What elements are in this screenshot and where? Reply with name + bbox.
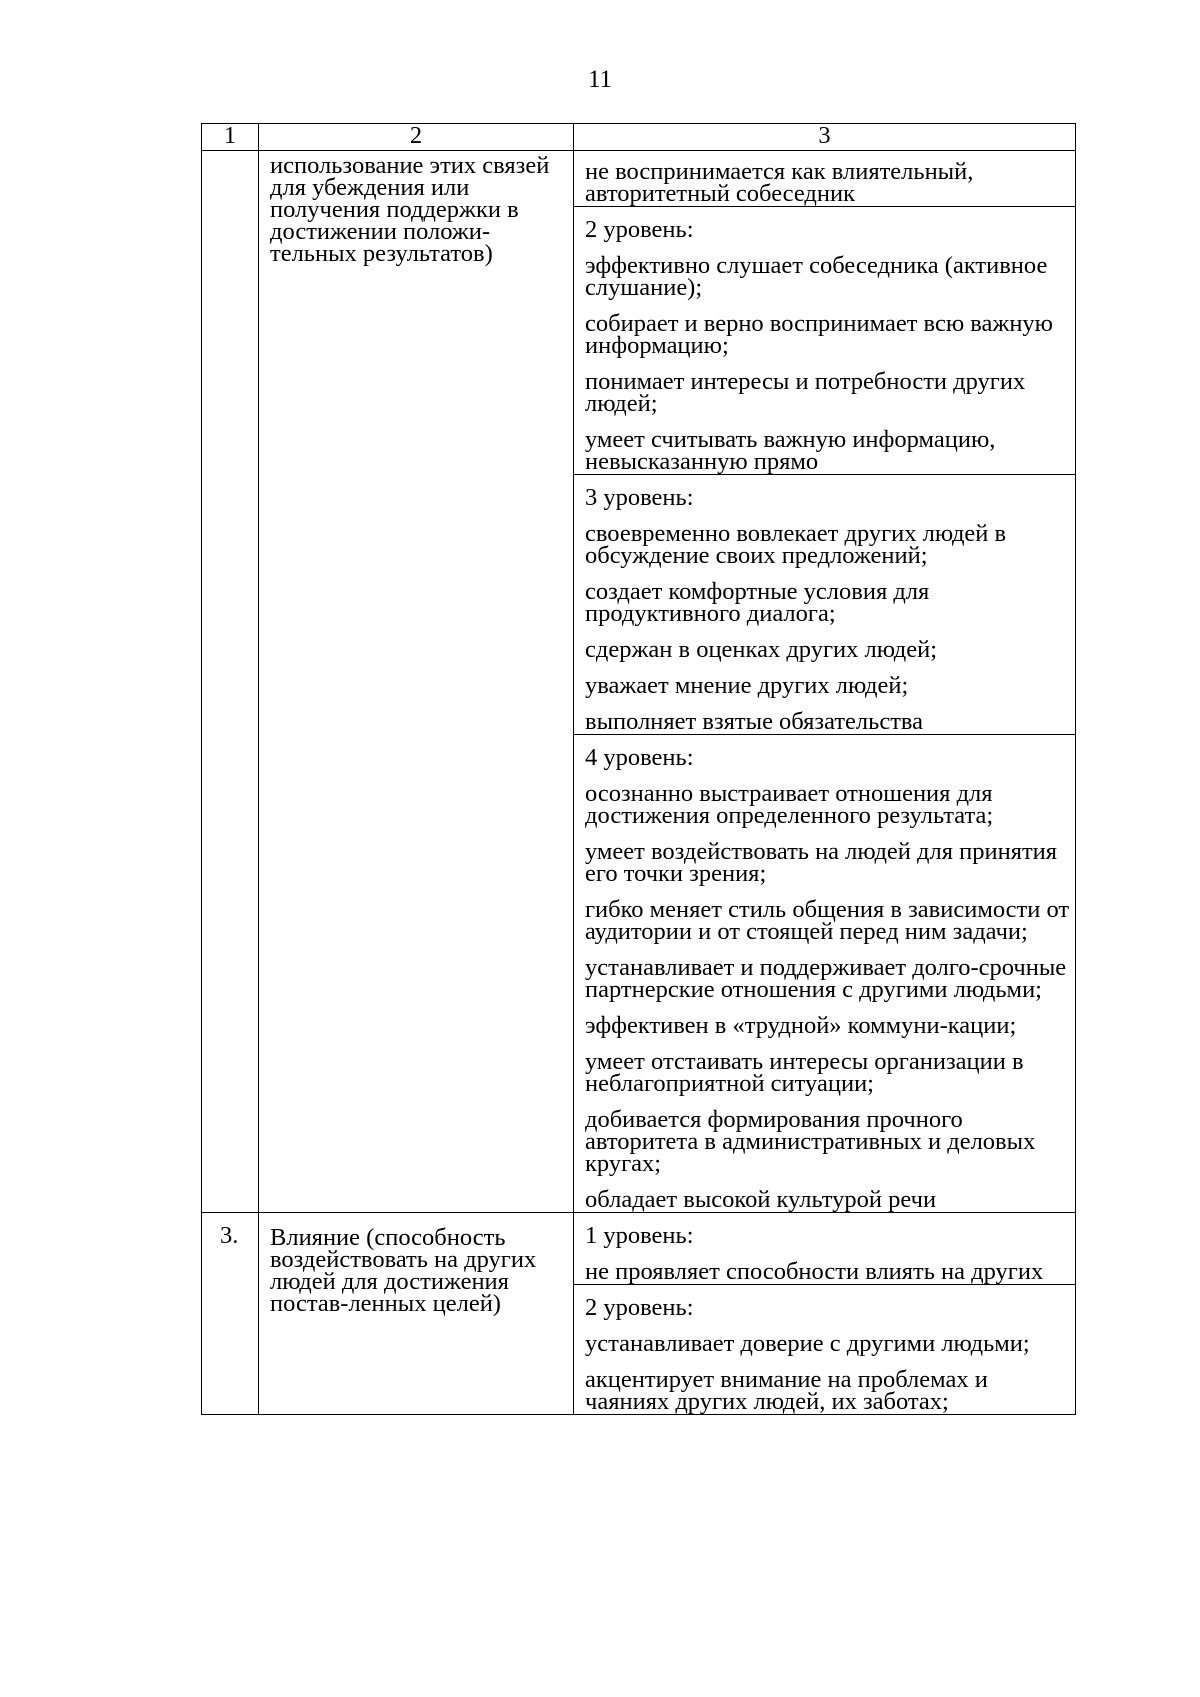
level-block	[574, 1213, 1076, 1285]
list-item: понимает интересы и потребности других людей;	[585, 368, 1026, 417]
list-item: создает комфортные условия для продуктивного диалога;	[585, 578, 930, 627]
level-heading: 4 уровень:	[585, 744, 694, 771]
header-col-2: 2	[259, 124, 574, 151]
page-number: 11	[587, 66, 613, 93]
list-item: устанавливает доверие с другими людьми;	[585, 1330, 1030, 1357]
list-item: уважает мнение других людей;	[585, 672, 909, 699]
list-item: умеет считывать важную информацию, невысказанную прямо	[585, 426, 996, 475]
level-block	[574, 1285, 1076, 1415]
list-item: акцентирует внимание на проблемах и чаяниях других людей, их заботах;	[585, 1366, 988, 1415]
row-number: 3.	[202, 1213, 259, 1415]
level-block	[574, 207, 1076, 475]
list-item: эффективно слушает собеседника (активное слушание);	[585, 252, 1048, 301]
table-header-row	[202, 124, 1076, 151]
list-item: собирает и верно воспринимает всю важную информацию;	[585, 310, 1053, 359]
table-row	[202, 151, 1076, 207]
list-item: выполняет взятые обязательства	[585, 708, 924, 735]
competency-table	[201, 123, 1076, 1415]
header-col-3: 3	[574, 124, 1076, 151]
list-item: добивается формирования прочного авторитета в административных и деловых кругах;	[585, 1106, 1036, 1177]
level-heading: 3 уровень:	[585, 484, 694, 511]
list-item: не проявляет способности влиять на других	[585, 1258, 1044, 1285]
list-item: умеет воздействовать на людей для принятия его точки зрения;	[585, 838, 1058, 887]
level-heading: 2 уровень:	[585, 216, 694, 243]
list-item: гибко меняет стиль общения в зависимости от аудитории и от стоящей перед ним задачи;	[585, 896, 1070, 945]
row-number	[202, 151, 259, 1213]
header-col-1: 1	[202, 124, 259, 151]
table-row	[202, 1213, 1076, 1285]
list-item: сдержан в оценках других людей;	[585, 636, 938, 663]
list-item: устанавливает и поддерживает долго-срочные партнерские отношения с другими людьми;	[585, 954, 1067, 1003]
competency-description: использование этих связей для убеждения или получения поддержки в достижении положи-тельных результатов)	[259, 151, 574, 1213]
competency-description: Влияние (способность воздействовать на других людей для достижения постав-ленных целей)	[259, 1213, 574, 1415]
list-item: умеет отстаивать интересы организации в неблагоприятной ситуации;	[585, 1048, 1024, 1097]
list-item: обладает высокой культурой речи	[585, 1186, 937, 1213]
level-heading: 2 уровень:	[585, 1294, 694, 1321]
level-block	[574, 151, 1076, 207]
list-item: своевременно вовлекает других людей в обсуждение своих предложений;	[585, 520, 1007, 569]
level-block	[574, 735, 1076, 1213]
list-item: эффективен в «трудной» коммуни-кации;	[585, 1012, 1017, 1039]
list-item: осознанно выстраивает отношения для достижения определенного результата;	[585, 780, 994, 829]
list-item: не воспринимается как влиятельный, авторитетный собеседник	[585, 158, 974, 207]
level-heading: 1 уровень:	[585, 1222, 694, 1249]
level-block	[574, 475, 1076, 735]
